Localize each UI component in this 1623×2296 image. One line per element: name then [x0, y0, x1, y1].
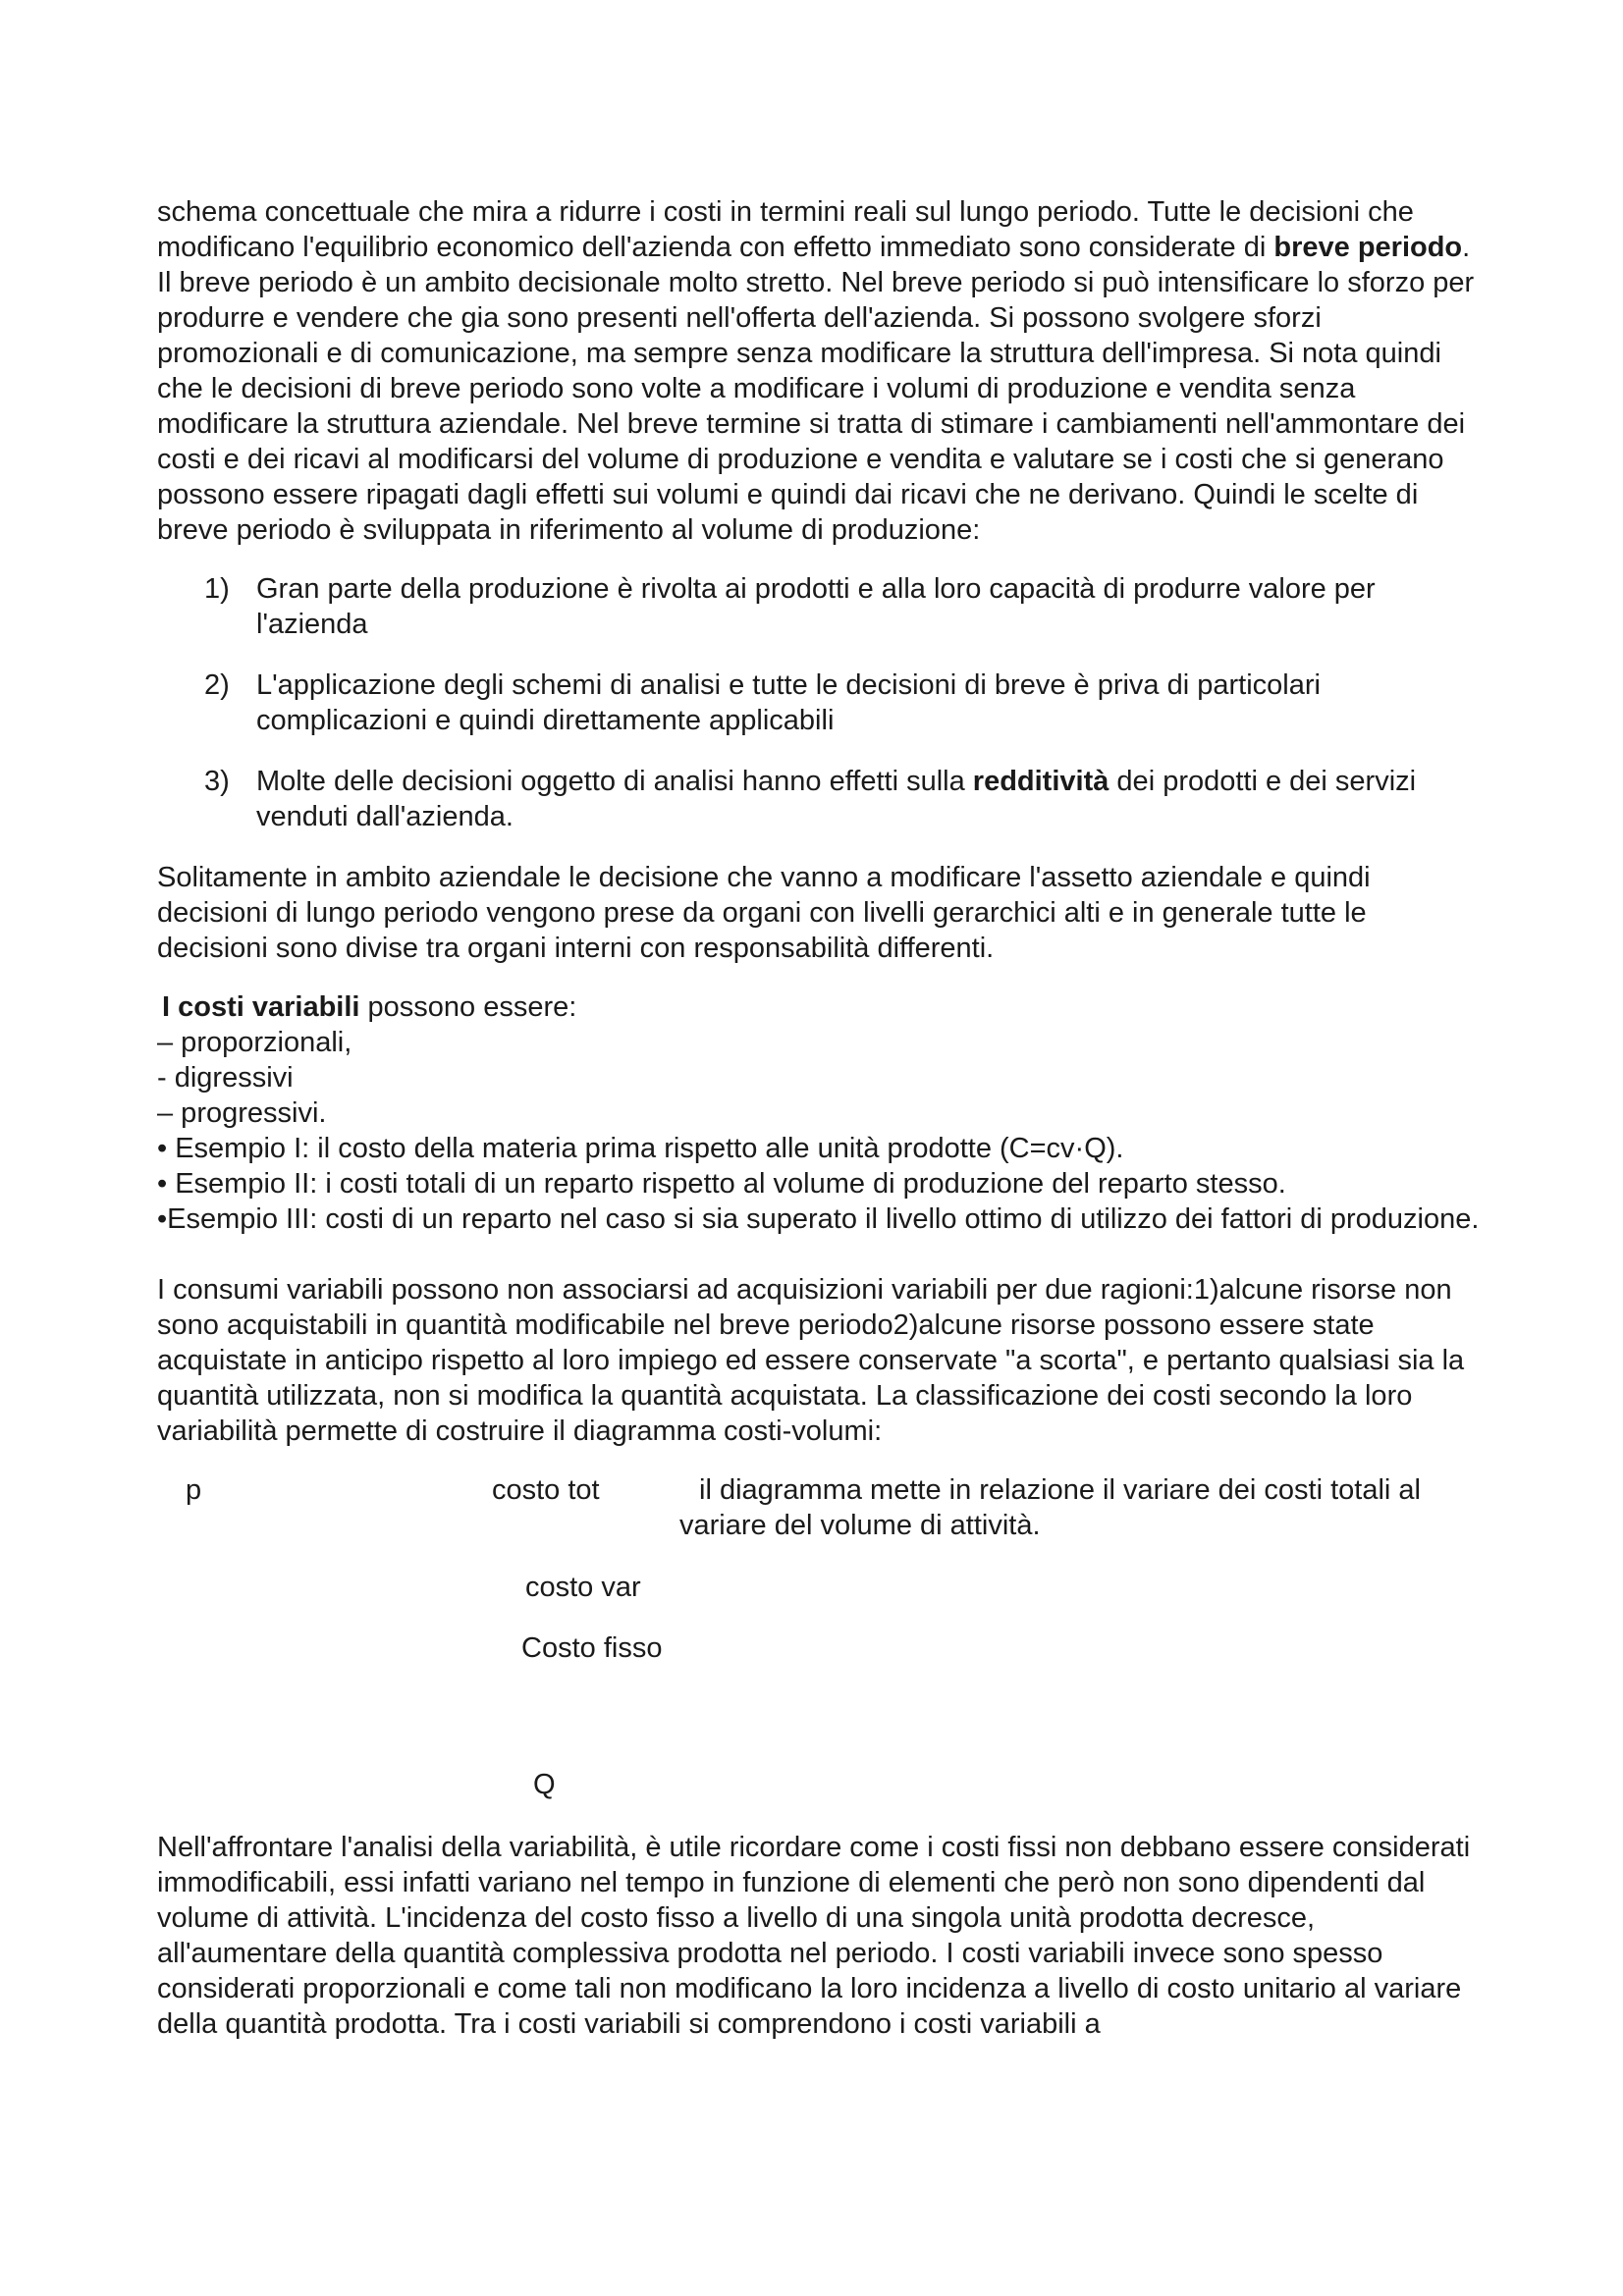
diagram-description: il diagramma mette in relazione il variare dei costi totali al variare del volume di attività.	[679, 1474, 1421, 1541]
list-item-text: Molte delle decisioni oggetto di analisi hanno effetti sulla	[256, 766, 973, 797]
list-item: - digressivi	[157, 1062, 294, 1094]
list-item-text: L'applicazione degli schemi di analisi e tutte le decisioni di breve è priva di particolari complicazioni e quindi direttamente applicabili	[256, 669, 1321, 736]
list-item	[157, 764, 1483, 834]
list-number: 3)	[204, 766, 230, 797]
list-item-text: dei prodotti e dei servizi venduti dall'azienda.	[256, 766, 1417, 832]
diagram-label-costo-var: costo var	[525, 1572, 641, 1603]
section-heading	[157, 989, 1483, 1025]
list-item: • Esempio II: i costi totali di un reparto rispetto al volume di produzione del reparto stesso.	[157, 1168, 1286, 1200]
diagram-label-q: Q	[533, 1769, 556, 1800]
diagram-label-p: p	[186, 1474, 202, 1506]
bold-term-breve-periodo: breve periodo	[1273, 232, 1463, 263]
paragraph-consumi-variabili: I consumi variabili possono non associarsi ad acquisizioni variabili per due ragioni:1)alcune risorse non sono acquistabili in quantità modificabile nel breve periodo2)alcune risorse possono essere state acquistate in anticipo rispetto al loro impiego ed essere conservate "a scorta", e pertanto qualsiasi sia la quantità utilizzata, non si modifica la quantità acquistata. La classificazione dei costi secondo la loro variabilità permette di costruire il diagramma costi-volumi:	[157, 1274, 1465, 1447]
numbered-list	[157, 571, 1483, 834]
bold-term-costi-variabili: I costi variabili	[162, 991, 360, 1023]
bold-term-redditivita: redditività	[972, 766, 1109, 797]
heading-text: possono essere:	[359, 991, 577, 1023]
list-number: 1)	[204, 573, 230, 605]
list-item: •Esempio III: costi di un reparto nel caso si sia superato il livello ottimo di utilizzo dei fattori di produzione.	[157, 1203, 1480, 1235]
list-item: – progressivi.	[157, 1097, 327, 1129]
list-item: • Esempio I: il costo della materia prima rispetto alle unità prodotte (C=cv·Q).	[157, 1133, 1124, 1164]
diagram-costi-volumi	[157, 1472, 1483, 1800]
list-item: – proporzionali,	[157, 1027, 352, 1058]
list-number: 2)	[204, 669, 230, 701]
list-item	[157, 571, 1483, 642]
diagram-label-costo-fisso: Costo fisso	[521, 1632, 663, 1664]
list-item-text: Gran parte della produzione è rivolta ai prodotti e alla loro capacità di produrre valore per l'azienda	[256, 573, 1376, 640]
paragraph-text: schema concettuale che mira a ridurre i costi in termini reali sul lungo periodo. Tutte le decisioni che modificano l'equilibrio economico dell'azienda con effetto immediato sono considerate di	[157, 196, 1414, 263]
paragraph-breve-periodo	[157, 194, 1483, 548]
paragraph-analisi-variabilita: Nell'affrontare l'analisi della variabilità, è utile ricordare come i costi fissi non debbano essere considerati immodificabili, essi infatti variano nel tempo in funzione di elementi che però non sono dipendenti dal volume di attività. L'incidenza del costo fisso a livello di una singola unità prodotta decresce, all'aumentare della quantità complessiva prodotta nel periodo. I costi variabili invece sono spesso considerati proporzionali e come tali non modificano la loro incidenza a livello di costo unitario al variare della quantità prodotta. Tra i costi variabili si comprendono i costi variabili a	[157, 1832, 1471, 2040]
diagram-label-costo-tot: costo tot	[492, 1474, 600, 1506]
costi-variabili-section	[157, 989, 1483, 1237]
paragraph-text: . Il breve periodo è un ambito decisionale molto stretto. Nel breve periodo si può intensificare lo sforzo per produrre e vendere che gia sono presenti nell'offerta dell'azienda. Si possono svolgere sforzi promozionali e di comunicazione, ma sempre senza modificare la struttura dell'impresa. Si nota quindi che le decisioni di breve periodo sono volte a modificare i volumi di produzione e vendita senza modificare la struttura aziendale. Nel breve termine si tratta di stimare i cambiamenti nell'ammontare dei costi e dei ricavi al modificarsi del volume di produzione e vendita e valutare se i costi che si generano possono essere ripagati dagli effetti sui volumi e quindi dai ricavi che ne derivano. Quindi le scelte di breve periodo è sviluppata in riferimento al volume di produzione:	[157, 232, 1475, 546]
paragraph-decisioni: Solitamente in ambito aziendale le decisione che vanno a modificare l'assetto aziendale e quindi decisioni di lungo periodo vengono prese da organi con livelli gerarchici alti e in generale tutte le decisioni sono divise tra organi interni con responsabilità differenti.	[157, 862, 1371, 964]
document-page	[157, 194, 1483, 2065]
list-item	[157, 667, 1483, 738]
